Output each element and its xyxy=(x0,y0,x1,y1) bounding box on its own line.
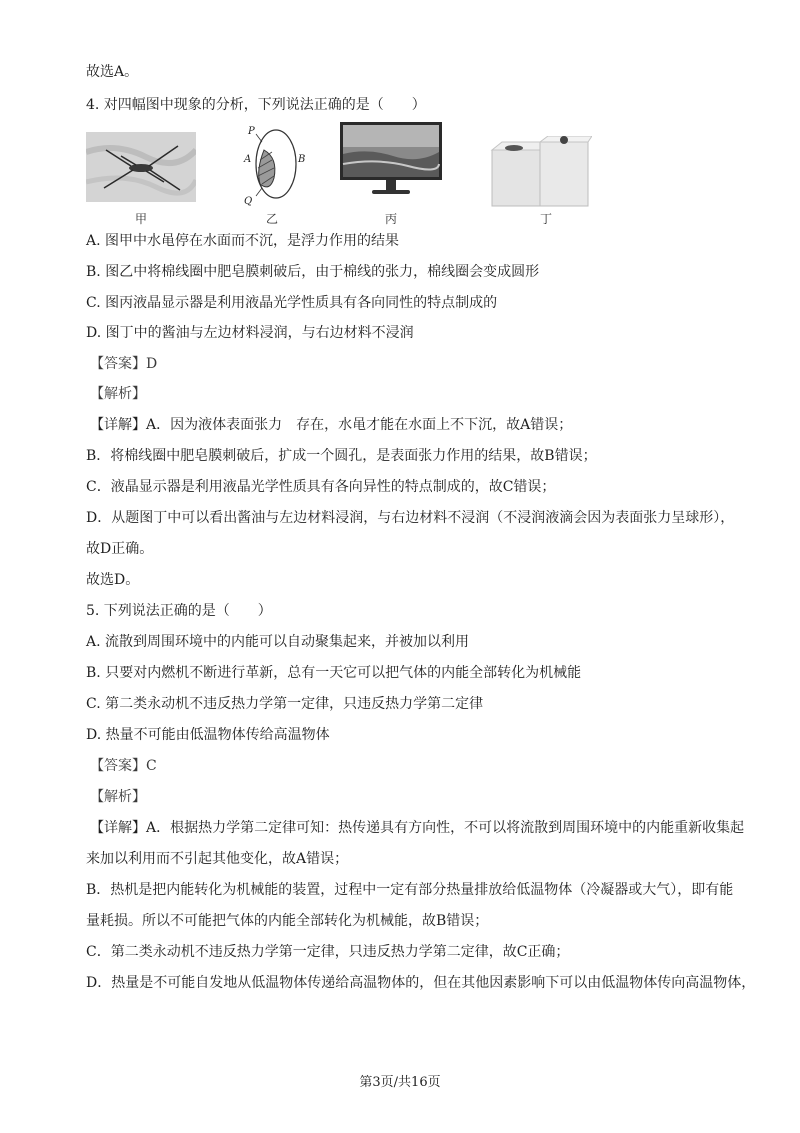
question-5-detail-d: D．热量是不可能自发地从低温物体传递给高温物体的，但在其他因素影响下可以由低温物体传向高温物体， xyxy=(86,975,756,991)
question-5-analysis-tag: 【解析】 xyxy=(90,789,146,805)
label-b: B xyxy=(298,154,306,165)
question-5-option-b: B. 只要对内燃机不断进行革新，总有一天它可以把气体的内能全部转化为机械能 xyxy=(86,665,582,681)
caption-yi: 乙 xyxy=(265,212,278,226)
figure-lcd-monitor xyxy=(338,120,444,202)
conclusion-line: 故选A。 xyxy=(86,64,139,80)
question-5-detail-c: C．第二类永动机不违反热力学第一定律，只违反热力学第二定律，故C正确； xyxy=(86,944,570,960)
figure-thread-loop xyxy=(234,120,314,208)
question-4-detail-d: D．从题图丁中可以看出酱油与左边材料浸润，与右边材料不浸润（不浸润液滴会因为表面张力呈球形）， xyxy=(86,510,735,526)
caption-jia: 甲 xyxy=(134,212,147,226)
question-5-option-d: D. 热量不可能由低温物体传给高温物体 xyxy=(86,727,330,743)
question-4-option-c: C. 图丙液晶显示器是利用液晶光学性质具有各向同性的特点制成的 xyxy=(86,295,498,311)
question-4-option-b: B. 图乙中将棉线圈中肥皂膜刺破后，由于棉线的张力，棉线圈会变成圆形 xyxy=(86,264,540,280)
question-5-answer: 【答案】C xyxy=(90,758,157,774)
question-5-detail-b-cont: 量耗损。所以不可能把气体的内能全部转化为机械能，故B错误； xyxy=(86,913,489,929)
question-4-conclusion: 故选D。 xyxy=(86,572,140,588)
question-4-detail-d-cont: 故D正确。 xyxy=(86,541,154,557)
question-5-detail-a-cont: 来加以利用而不引起其他变化，故A错误； xyxy=(86,851,349,867)
question-4-detail-b: B．将棉线圈中肥皂膜刺破后，扩成一个圆孔，是表面张力作用的结果，故B错误； xyxy=(86,448,597,464)
question-4-figures xyxy=(86,120,686,230)
figure-soy-sauce-blocks xyxy=(488,136,592,208)
question-5-stem: 5. 下列说法正确的是（ ） xyxy=(86,603,272,619)
question-4-answer: 【答案】D xyxy=(90,356,158,372)
label-q: Q xyxy=(244,196,253,207)
question-4-option-d: D. 图丁中的酱油与左边材料浸润，与右边材料不浸润 xyxy=(86,325,414,341)
question-5-detail-b: B．热机是把内能转化为机械能的装置，过程中一定有部分热量排放给低温物体（冷凝器或大气），即有能 xyxy=(86,882,734,898)
question-4-analysis-tag: 【解析】 xyxy=(90,386,146,402)
question-5-option-a: A. 流散到周围环境中的内能可以自动聚集起来，并被加以利用 xyxy=(86,634,470,650)
question-4-detail-a: 【详解】A．因为液体表面张力 存在，水黾才能在水面上不下沉，故A错误； xyxy=(90,417,573,433)
question-4-detail-c: C．液晶显示器是利用液晶光学性质具有各向异性的特点制成的，故C错误； xyxy=(86,479,556,495)
question-5-detail-a: 【详解】A．根据热力学第二定律可知：热传递具有方向性，不可以将流散到周围环境中的内能重新收集起 xyxy=(90,820,745,836)
figure-water-strider xyxy=(86,132,196,202)
label-p: P xyxy=(248,126,255,137)
question-4-stem: 4. 对四幅图中现象的分析，下列说法正确的是（ ） xyxy=(86,97,426,113)
caption-ding: 丁 xyxy=(539,212,552,226)
caption-bing: 丙 xyxy=(384,212,397,226)
page-number: 第3页/共16页 xyxy=(359,1075,441,1090)
label-a: A xyxy=(244,154,252,165)
question-5-option-c: C. 第二类永动机不违反热力学第一定律，只违反热力学第二定律 xyxy=(86,696,484,712)
question-4-option-a: A. 图甲中水黾停在水面而不沉，是浮力作用的结果 xyxy=(86,233,400,249)
